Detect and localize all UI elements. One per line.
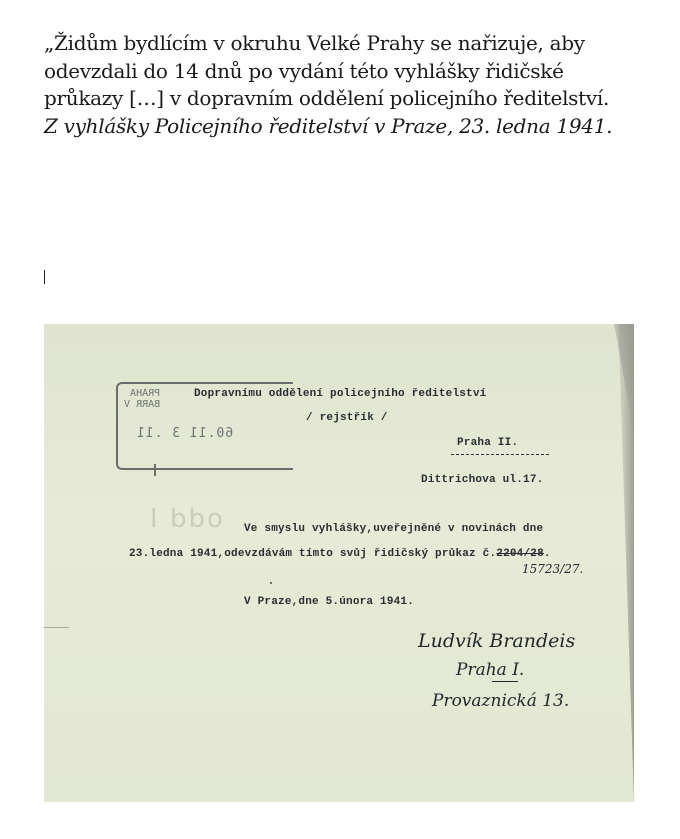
page-edge-shadow: [608, 324, 634, 802]
ink-dot: [270, 582, 272, 584]
body-line-2-suffix: .: [543, 548, 551, 560]
signature-city-underline: [492, 681, 518, 682]
body-line-2-prefix: 23.ledna 1941,odevzdávám tímto svůj řidičský průkaz č.: [129, 548, 497, 560]
signature-name: Ludvík Brandeis: [418, 630, 576, 652]
addressee-street: Dittrichova ul.17.: [421, 474, 544, 486]
stamp-number: 60.11 3 .11: [136, 426, 234, 441]
addressee-line-2: / rejstřík /: [306, 412, 388, 424]
bleed-through-text: odd I: [148, 504, 223, 534]
addressee-line-1: Dopravnímu oddělení policejního ředitelství: [194, 388, 487, 400]
text-cursor: [44, 270, 45, 284]
stamp-line-2: BARR V: [124, 399, 161, 410]
city-underline: [451, 454, 549, 455]
body-line-2: [129, 548, 551, 560]
signature-city: Praha I.: [456, 660, 525, 680]
stamp-line-1: PRAHA: [130, 388, 161, 399]
body-line-1: Ve smyslu vyhlášky,uveřejněné v novinách dne: [244, 523, 544, 535]
quote-source: Z vyhlášky Policejního ředitelství v Praze, 23. ledna 1941.: [44, 113, 613, 138]
pencil-mark: [44, 627, 69, 628]
scanned-document-image: [44, 324, 634, 802]
pencil-mark: [154, 464, 156, 476]
stamp-text: [124, 388, 160, 410]
handwritten-license-number: 15723/27.: [522, 562, 584, 576]
quote-block: [44, 30, 644, 140]
addressee-city: Praha II.: [457, 437, 519, 449]
struck-license-number: 2204/28: [496, 548, 544, 560]
date-line: V Praze,dne 5.února 1941.: [244, 596, 415, 608]
signature-street: Provaznická 13.: [432, 691, 570, 711]
quote-text: „Židům bydlícím v okruhu Velké Prahy se nařizuje, aby odevzdali do 14 dnů po vydání této vyhlášky řidičské průkazy […] v dopravním oddělení policejního ředitelství.: [44, 31, 610, 110]
